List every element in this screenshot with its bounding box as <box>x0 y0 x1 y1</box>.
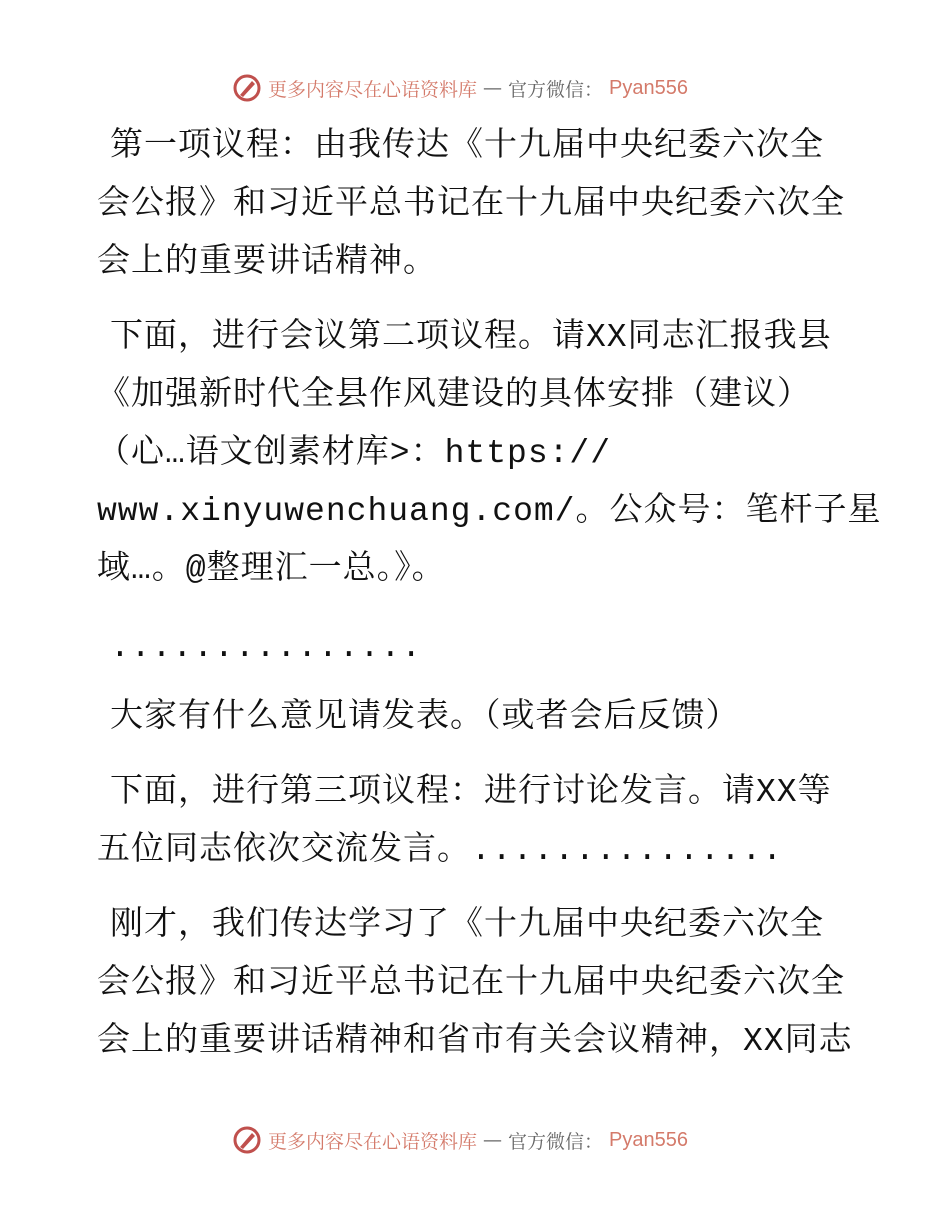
text-line: 会公报》和习近平总书记在十九届中央纪委六次全 <box>97 186 845 223</box>
watermark-site: 更多内容尽在心语资料库 <box>268 1130 478 1153</box>
text-line: www.xinyuwenchuang.com/。公众号：笔杆子星 <box>97 493 882 530</box>
text-line: 域…。@整理汇一总。》。 <box>97 551 446 588</box>
footer-watermark <box>232 1125 688 1155</box>
watermark-wechat-id: Pyan556 <box>609 1128 688 1151</box>
watermark-sep: — <box>483 77 503 99</box>
watermark-sep: — <box>483 1129 503 1151</box>
watermark-site: 更多内容尽在心语资料库 <box>268 78 478 101</box>
watermark-wechat-id: Pyan556 <box>609 76 688 99</box>
text-line: 会公报》和习近平总书记在十九届中央纪委六次全 <box>97 965 845 1002</box>
header-watermark <box>232 73 688 103</box>
watermark-wechat-label: 官方微信： <box>508 78 604 101</box>
text-line: 会上的重要讲话精神。 <box>97 244 437 281</box>
text-line: 下面，进行第三项议程：进行讨论发言。请XX等 <box>110 774 832 811</box>
pen-logo-icon <box>232 73 262 103</box>
text-line: 下面，进行会议第二项议程。请XX同志汇报我县 <box>110 319 832 356</box>
text-line: 《加强新时代全县作风建设的具体安排（建议） <box>97 377 811 414</box>
text-line: 大家有什么意见请发表。（或者会后反馈） <box>110 699 740 736</box>
text-line: 刚才，我们传达学习了《十九届中央纪委六次全 <box>110 907 824 944</box>
text-line: （心…语文创素材库>：https:// <box>97 435 612 472</box>
pen-logo-icon <box>232 1125 262 1155</box>
text-line: 第一项议程：由我传达《十九届中央纪委六次全 <box>110 128 824 165</box>
text-line: 会上的重要讲话精神和省市有关会议精神，XX同志 <box>97 1023 853 1060</box>
watermark-wechat-label: 官方微信： <box>508 1130 604 1153</box>
text-line: ............... <box>110 629 423 666</box>
text-line: 五位同志依次交流发言。............... <box>97 832 784 869</box>
